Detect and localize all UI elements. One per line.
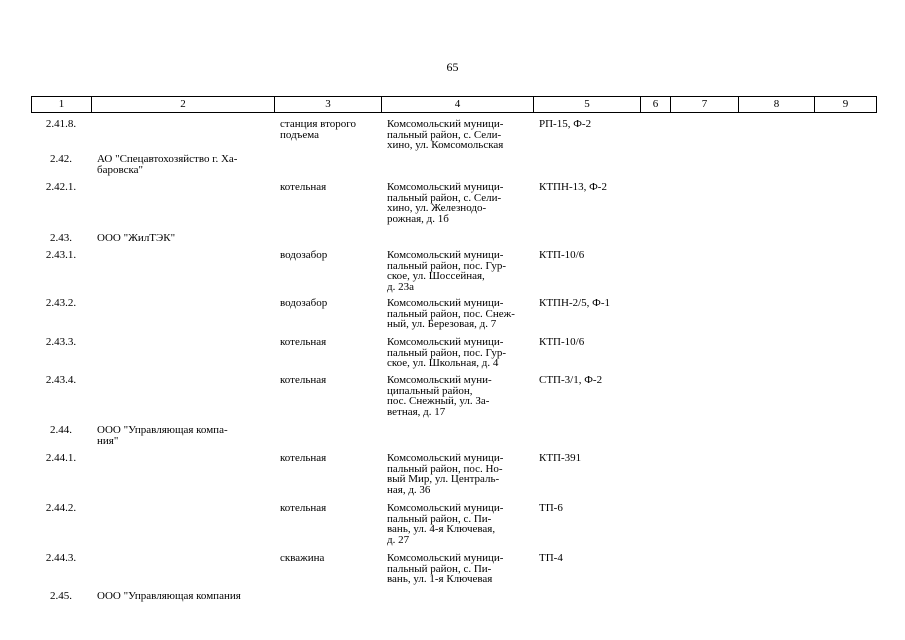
- row-number: 2.43.4.: [45, 374, 77, 386]
- row-number: 2.42.: [50, 153, 72, 165]
- column-header-1: 1: [32, 97, 92, 113]
- power-substation: КТПН-2/5, Ф-1: [539, 297, 611, 309]
- column-header-5: 5: [534, 97, 641, 113]
- organization-name: [91, 180, 274, 231]
- organization-name: ООО "Управляющая компа- ния": [97, 424, 228, 447]
- column-header-7: 7: [671, 97, 739, 113]
- facility-type: [274, 423, 381, 451]
- power-substation: [533, 423, 640, 451]
- power-substation: РП-15, Ф-2: [539, 118, 592, 130]
- organization-name: [91, 117, 274, 152]
- row-number: 2.44.1.: [45, 452, 77, 464]
- power-substation: [533, 231, 640, 248]
- table-row: [31, 373, 876, 423]
- table-row: [31, 180, 876, 231]
- facility-address: Комсомольский муници- пальный район, с. Пи- вань, ул. 1-я Ключевая: [387, 552, 504, 585]
- facility-type: [274, 231, 381, 248]
- facility-address: Комсомольский муници- пальный район, пос. Гур- ское, ул. Школьная, д. 4: [387, 336, 507, 369]
- organization-name: [91, 296, 274, 335]
- power-substation: КТП-10/6: [539, 249, 585, 261]
- facility-type: станция второго подъема: [280, 118, 356, 141]
- table-row: [31, 117, 876, 152]
- facility-type: котельная: [280, 452, 327, 464]
- table-row: [31, 231, 876, 248]
- facility-address: [381, 231, 533, 248]
- row-number: 2.43.3.: [45, 336, 77, 348]
- facility-type: [274, 152, 381, 180]
- table-row: [31, 423, 876, 451]
- column-header-9: 9: [815, 97, 877, 113]
- facility-address: Комсомольский муници- пальный район, пос. Снеж- ный, ул. Березовая, д. 7: [387, 297, 515, 330]
- power-substation: КТП-391: [539, 452, 582, 464]
- column-header-2: 2: [92, 97, 275, 113]
- facility-type: котельная: [280, 374, 327, 386]
- column-header-8: 8: [739, 97, 815, 113]
- row-number: 2.43.: [50, 232, 72, 244]
- row-number: 2.44.3.: [45, 552, 77, 564]
- column-header-4: 4: [382, 97, 534, 113]
- organization-name: ООО "Управляющая компания: [97, 590, 241, 602]
- power-substation: ТП-6: [539, 502, 563, 514]
- table-row: [31, 152, 876, 180]
- table-row: [31, 451, 876, 501]
- facility-address: Комсомольский муници- пальный район, пос. Гур- ское, ул. Шоссейная, д. 23а: [387, 249, 507, 293]
- power-substation: [533, 589, 640, 605]
- power-substation: [533, 152, 640, 180]
- table-row: [31, 501, 876, 551]
- organization-name: [91, 373, 274, 423]
- facility-address: Комсомольский муници- пальный район, с. Сели- хино, ул. Комсомольская: [387, 118, 504, 151]
- facility-address: Комсомольский муници- пальный район, с. Сели- хино, ул. Железнодо- рожная, д. 1б: [387, 181, 504, 225]
- row-number: 2.44.: [50, 424, 72, 436]
- row-number: 2.44.2.: [45, 502, 77, 514]
- table-row: [31, 589, 876, 605]
- organization-name: [91, 551, 274, 589]
- power-substation: ТП-4: [539, 552, 563, 564]
- power-substation: КТП-10/6: [539, 336, 585, 348]
- facility-address: Комсомольский муници- пальный район, пос. Но- вый Мир, ул. Централь- ная, д. 36: [387, 452, 504, 496]
- facility-type: водозабор: [280, 249, 328, 261]
- row-number: 2.41.8.: [45, 118, 77, 130]
- organization-name: [91, 335, 274, 373]
- power-substation: СТП-3/1, Ф-2: [539, 374, 603, 386]
- facility-address: [381, 152, 533, 180]
- organization-name: [91, 451, 274, 501]
- page-number: 65: [446, 60, 459, 74]
- organization-name: АО "Спецавтохозяйство г. Ха- баровска": [97, 153, 238, 176]
- power-substation: КТПН-13, Ф-2: [539, 181, 607, 193]
- facility-type: котельная: [280, 336, 327, 348]
- facility-type: [274, 589, 381, 605]
- table-row: [31, 296, 876, 335]
- facility-address: [381, 589, 533, 605]
- column-header-3: 3: [275, 97, 382, 113]
- column-header-table: [31, 96, 877, 113]
- organization-name: [91, 248, 274, 296]
- facility-type: котельная: [280, 181, 327, 193]
- row-number: 2.43.2.: [45, 297, 77, 309]
- facility-type: котельная: [280, 502, 327, 514]
- column-header-6: 6: [641, 97, 671, 113]
- table-row: [31, 335, 876, 373]
- facility-type: скважина: [280, 552, 325, 564]
- facility-type: водозабор: [280, 297, 328, 309]
- row-number: 2.45.: [50, 590, 72, 602]
- table-row: [31, 248, 876, 296]
- facility-address: [381, 423, 533, 451]
- table-row: [31, 551, 876, 589]
- facility-address: Комсомольский муни- ципальный район, пос. Снежный, ул. За- ветная, д. 17: [387, 374, 492, 418]
- row-number: 2.43.1.: [45, 249, 77, 261]
- organization-name: [91, 501, 274, 551]
- organization-name: ООО "ЖилТЭК": [97, 232, 176, 244]
- facilities-table: [31, 117, 876, 605]
- column-header-row: [32, 97, 877, 113]
- row-number: 2.42.1.: [45, 181, 77, 193]
- facility-address: Комсомольский муници- пальный район, с. Пи- вань, ул. 4-я Ключевая, д. 27: [387, 502, 504, 546]
